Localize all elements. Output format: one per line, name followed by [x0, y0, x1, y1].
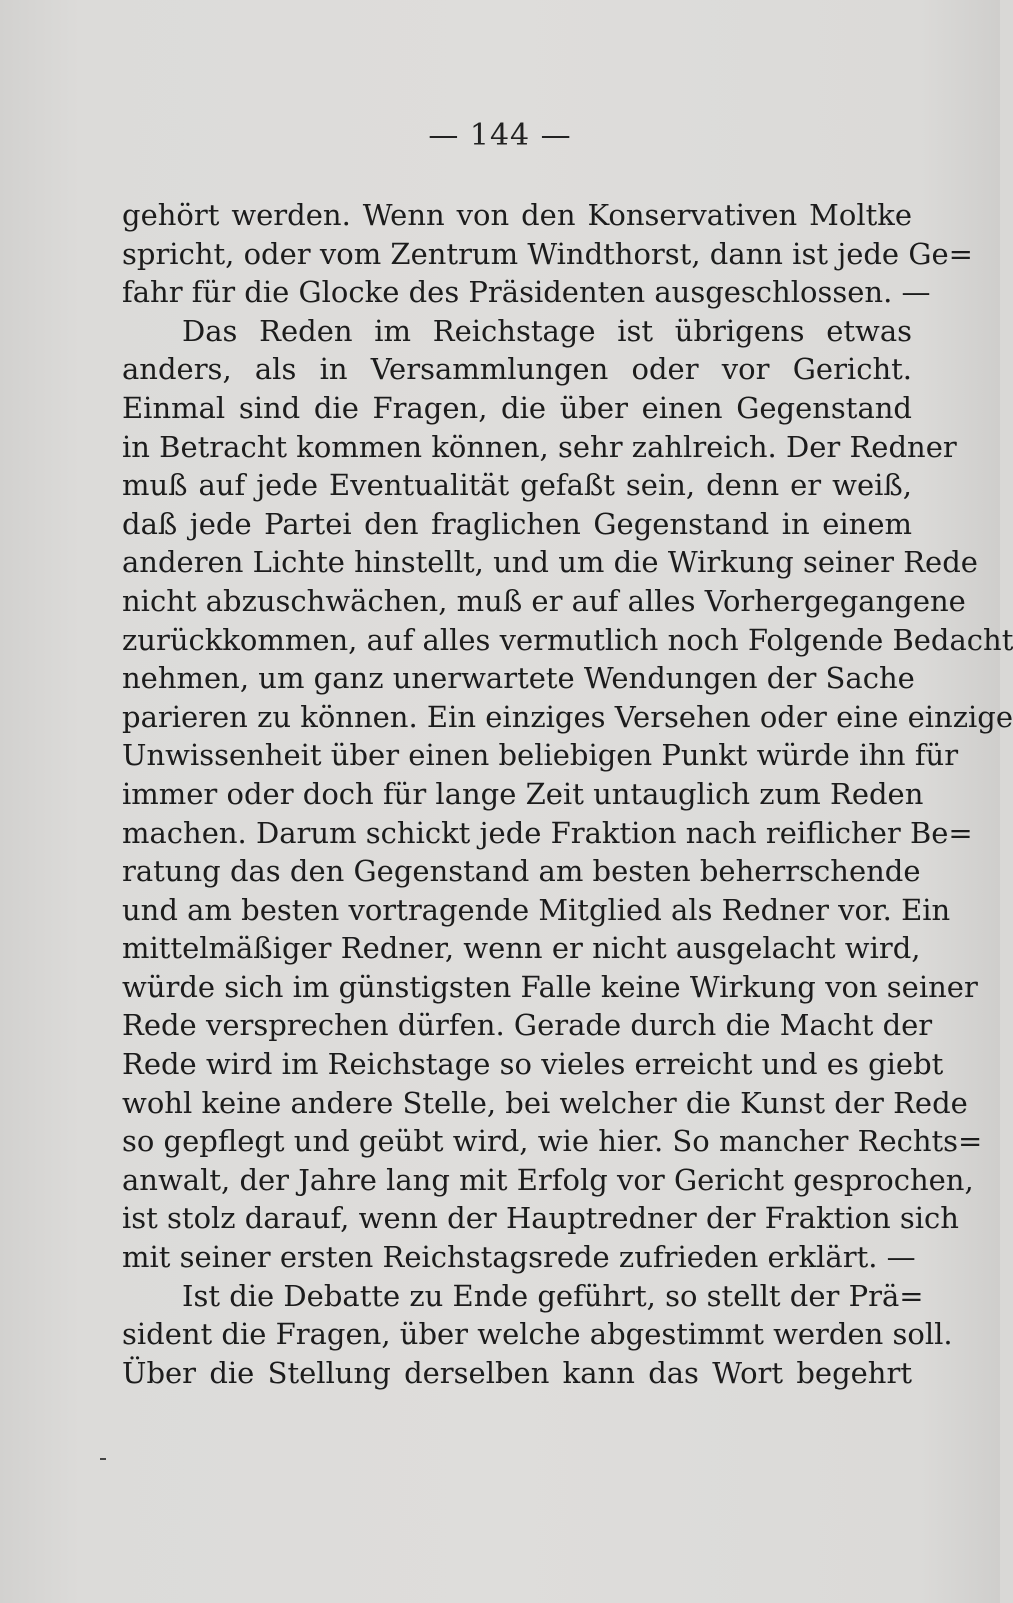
text-line: ist stolz darauf, wenn der Hauptredner der Fraktion sich — [122, 1201, 959, 1236]
text-line: fahr für die Glocke des Präsidenten ausgeschlossen. — — [122, 275, 931, 310]
text-line: und am besten vortragende Mitglied als Redner vor. Ein — [122, 892, 951, 927]
text-line: spricht, oder vom Zentrum Windthorst, dann ist jede Ge= — [122, 236, 973, 271]
text-line: anwalt, der Jahre lang mit Erfolg vor Gericht gesprochen, — [122, 1162, 974, 1197]
text-line: sident die Fragen, über welche abgestimmt werden soll. — [122, 1317, 953, 1352]
text-line: mit seiner ersten Reichstagsrede zufrieden erklärt. — — [122, 1240, 916, 1275]
text-line: muß auf jede Eventualität gefaßt sein, denn er weiß, — [122, 468, 912, 503]
text-line: Ist die Debatte zu Ende geführt, so stellt der Prä= — [182, 1278, 924, 1313]
text-line: machen. Darum schickt jede Fraktion nach reiflicher Be= — [122, 815, 973, 850]
text-line: in Betracht kommen können, sehr zahlreich. Der Redner — [122, 429, 957, 464]
margin-mark — [100, 1458, 106, 1460]
text-line: nehmen, um ganz unerwartete Wendungen der Sache — [122, 661, 915, 696]
body-text — [122, 196, 1013, 1392]
text-line: so gepflegt und geübt wird, wie hier. So mancher Rechts= — [122, 1124, 983, 1159]
text-line: mittelmäßiger Redner, wenn er nicht ausgelacht wird, — [122, 931, 921, 966]
text-line: würde sich im günstigsten Falle keine Wirkung von seiner — [122, 969, 978, 1004]
text-line: Rede versprechen dürfen. Gerade durch die Macht der — [122, 1008, 933, 1043]
text-line: parieren zu können. Ein einziges Versehen oder eine einzige — [122, 699, 1013, 734]
text-line: Unwissenheit über einen beliebigen Punkt würde ihn für — [122, 738, 959, 773]
text-line: zurückkommen, auf alles vermutlich noch Folgende Bedacht — [122, 622, 1013, 657]
text-line: ratung das den Gegenstand am besten beherrschende — [122, 854, 921, 889]
text-line: anderen Lichte hinstellt, und um die Wirkung seiner Rede — [122, 545, 978, 580]
text-line: Einmal sind die Fragen, die über einen Gegenstand — [122, 390, 912, 425]
text-line: wohl keine andere Stelle, bei welcher die Kunst der Rede — [122, 1085, 968, 1120]
text-line: Rede wird im Reichstage so vieles erreicht und es giebt — [122, 1047, 944, 1082]
text-line: immer oder doch für lange Zeit untauglich zum Reden — [122, 776, 924, 811]
text-line: gehört werden. Wenn von den Konservativen Moltke — [122, 198, 912, 232]
text-line: Über die Stellung derselben kann das Wort begehrt — [122, 1355, 912, 1390]
text-line: Das Reden im Reichstage ist übrigens etwas — [182, 313, 912, 348]
text-line: nicht abzuschwächen, muß er auf alles Vorhergegangene — [122, 583, 966, 618]
page-number: — 144 — — [428, 118, 572, 153]
text-line: daß jede Partei den fraglichen Gegenstand in einem — [122, 506, 912, 541]
text-line: anders, als in Versammlungen oder vor Gericht. — [122, 352, 912, 387]
